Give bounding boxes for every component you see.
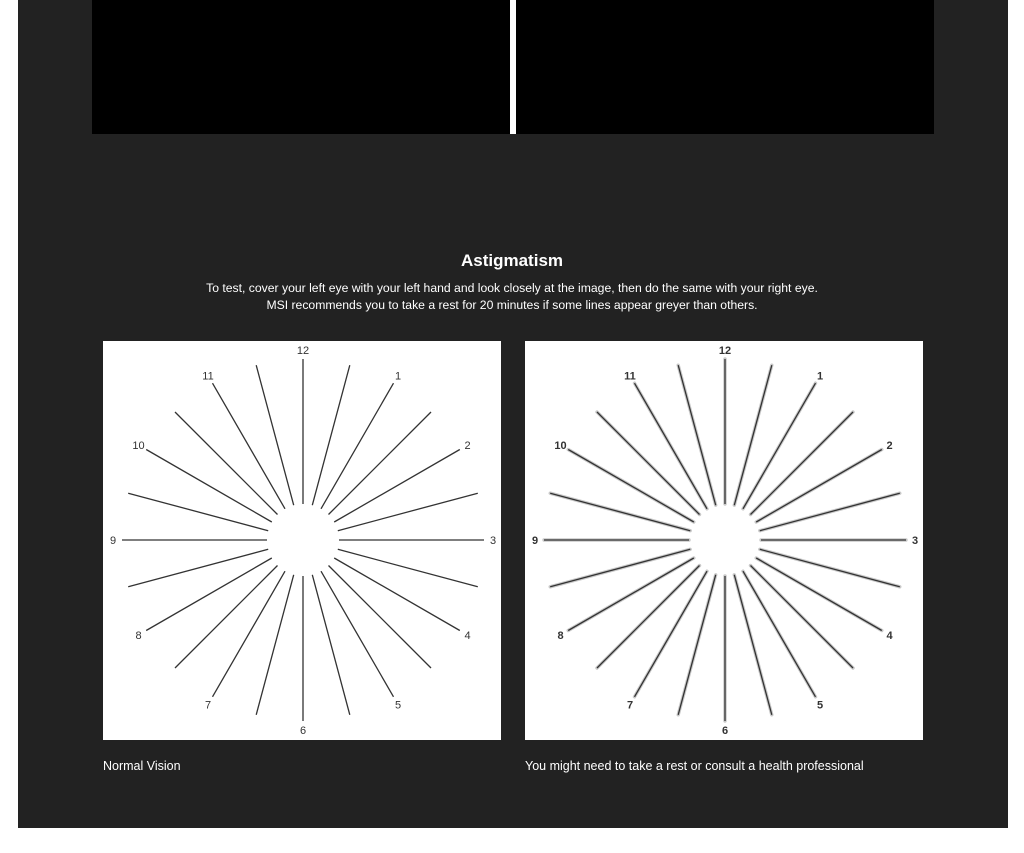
hour-label-11: 11 [624,370,636,383]
hour-label-5: 5 [816,699,824,712]
spoke-7 [760,549,900,587]
hour-label-6: 6 [721,725,729,737]
spoke-2 [743,383,816,509]
hour-label-3: 3 [489,535,497,547]
spoke-23 [678,365,716,505]
hour-label-5: 5 [394,699,402,712]
spoke-22 [213,383,286,509]
hour-label-1: 1 [816,370,824,383]
hour-label-7: 7 [626,699,634,712]
spoke-16 [568,558,694,631]
spoke-20 [146,450,272,523]
spoke-11 [312,575,350,715]
section-title: Astigmatism [460,251,564,270]
spoke-14 [635,571,708,697]
astigmatism-chart-normal [103,341,501,740]
abnormal-vision-caption: You might need to take a rest or consult a health professional [525,759,864,773]
spoke-21 [597,412,700,515]
spoke-9 [329,566,432,669]
spoke-9 [751,566,854,669]
hour-label-4: 4 [464,630,471,642]
spoke-1 [312,365,350,505]
hour-label-4: 4 [886,630,893,642]
video-left[interactable] [92,0,510,134]
hour-label-8: 8 [557,630,564,642]
spoke-4 [334,450,460,523]
astigmatism-chart-abnormal-svg [525,341,923,740]
hour-label-9: 9 [109,535,117,547]
section-description: To test, cover your left eye with your left hand and look closely at the image, then do the same with your right eye. MSI recommends you to take a rest for 20 minutes if some lines appear greyer than others. [206,281,818,312]
spoke-11 [734,575,772,715]
spoke-10 [321,571,394,697]
hour-label-12: 12 [718,345,732,357]
spoke-19 [550,493,690,531]
hour-label-10: 10 [132,440,145,452]
hour-label-12: 12 [296,345,310,357]
spoke-3 [329,412,432,515]
spoke-4 [756,450,882,523]
spoke-22 [635,383,708,509]
hour-label-2: 2 [886,440,893,452]
hour-label-7: 7 [204,699,212,712]
hour-label-10: 10 [554,440,567,452]
spoke-23 [256,365,294,505]
hour-label-8: 8 [135,630,142,642]
spoke-14 [213,571,286,697]
spoke-1 [734,365,772,505]
hour-label-2: 2 [464,440,471,452]
hour-label-3: 3 [911,535,919,547]
spoke-3 [751,412,854,515]
spoke-19 [128,493,268,531]
spoke-17 [550,549,690,587]
spoke-5 [760,493,900,531]
astigmatism-chart-abnormal [525,341,923,740]
hour-label-9: 9 [531,535,539,547]
hour-label-6: 6 [299,725,307,737]
spoke-16 [146,558,272,631]
spoke-15 [175,566,278,669]
spoke-17 [128,549,268,587]
hour-label-11: 11 [202,370,214,383]
spoke-15 [597,566,700,669]
spoke-8 [334,558,460,631]
video-right[interactable] [516,0,934,134]
normal-vision-caption: Normal Vision [103,759,181,773]
hour-label-1: 1 [394,370,402,383]
spoke-13 [256,575,294,715]
spoke-7 [338,549,478,587]
spoke-5 [338,493,478,531]
spoke-8 [756,558,882,631]
spoke-13 [678,575,716,715]
spoke-10 [743,571,816,697]
astigmatism-chart-normal-svg [103,341,501,740]
spoke-20 [568,450,694,523]
spoke-2 [321,383,394,509]
spoke-21 [175,412,278,515]
